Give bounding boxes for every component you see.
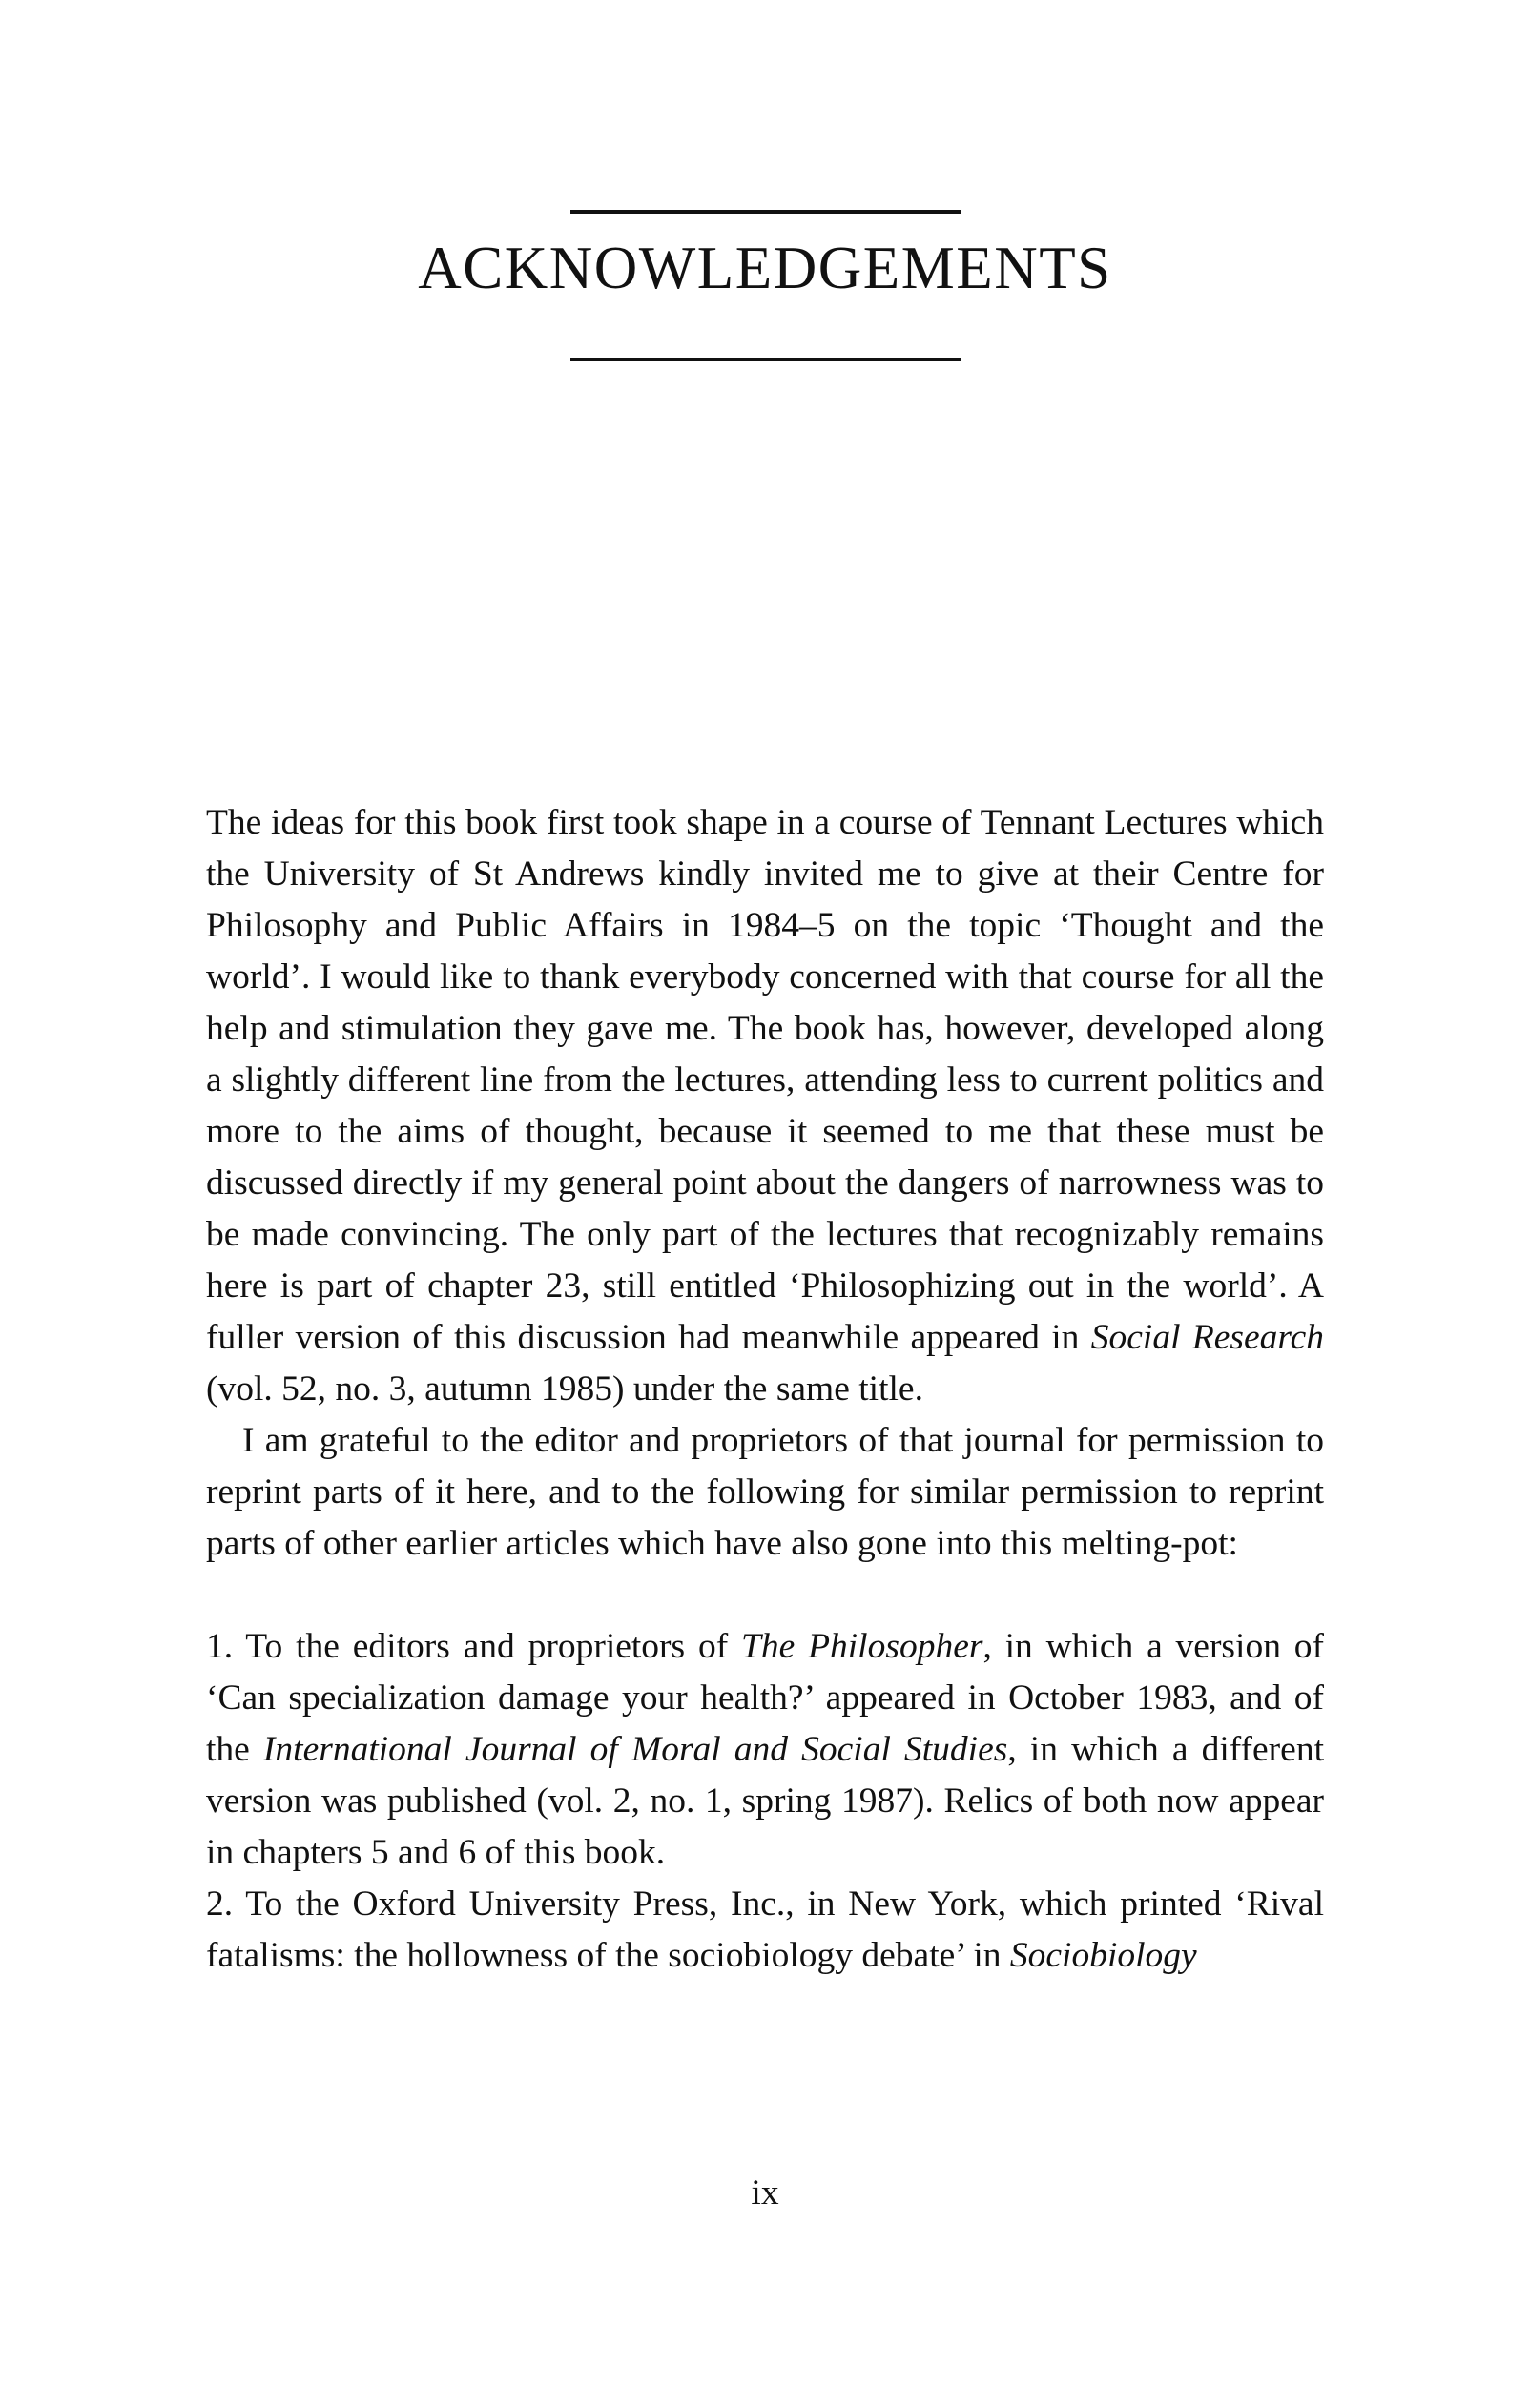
- list-item-2: [206, 1879, 1324, 1982]
- journal-title-social-research: Social Research: [1090, 1318, 1324, 1357]
- text-run: , in which a version of ‘Can specialization damage your health?’ appeared in October 1983, and of the: [206, 1627, 1325, 1769]
- text-run: The ideas for this book first took shape in a course of Tennant Lectures which the University of St Andrews kindly invited me to give at their Centre for Philosophy and Public Affairs in 1984–5 on the topic ‘Thought and the world’. I would like to thank everybody concerned with that course for all the help and stimulation they gave me. The book has, however, developed along a slightly different line from the lectures, attending less to current politics and more to the aims of thought, because it seemed to me that these must be discussed directly if my general point about the dangers of narrowness was to be made convincing. The only part of the lectures that recognizably remains here is part of chapter 23, still entitled ‘Philosophizing out in the world’. A fuller version of this discussion had meanwhile appeared in: [206, 803, 1324, 1357]
- journal-title-the-philosopher: The Philosopher: [741, 1627, 983, 1666]
- journal-title-ijmss: International Journal of Moral and Social Studies: [262, 1730, 1008, 1769]
- text-run: , in which a different version was published (vol. 2, no. 1, spring 1987). Relics of both now appear in chapters 5 and 6 of this book.: [206, 1730, 1324, 1872]
- page-number: ix: [751, 2173, 779, 2212]
- paragraph-intro: [206, 797, 1324, 1415]
- text-run: 2. To the Oxford University Press, Inc., in New York, which printed ‘Rival fatalisms: the hollowness of the sociobiology debate’ in: [206, 1884, 1324, 1975]
- paragraph-permissions: [206, 1415, 1324, 1570]
- text-run: (vol. 52, no. 3, autumn 1985) under the same title.: [206, 1369, 923, 1409]
- list-item-1: [206, 1621, 1324, 1879]
- title-rule-top: [570, 210, 961, 214]
- acknowledgements-body: [206, 797, 1324, 1982]
- text-run: 1. To the editors and proprietors of: [206, 1627, 742, 1666]
- text-run: I am grateful to the editor and proprietors of that journal for permission to reprint parts of it here, and to the following for similar permission to reprint parts of other earlier articles which have also gone into this melting-pot:: [206, 1421, 1324, 1563]
- title-rule-bottom: [570, 358, 961, 361]
- book-title-sociobiology: Sociobiology: [1009, 1936, 1197, 1975]
- page-title: ACKNOWLEDGEMENTS: [418, 235, 1112, 301]
